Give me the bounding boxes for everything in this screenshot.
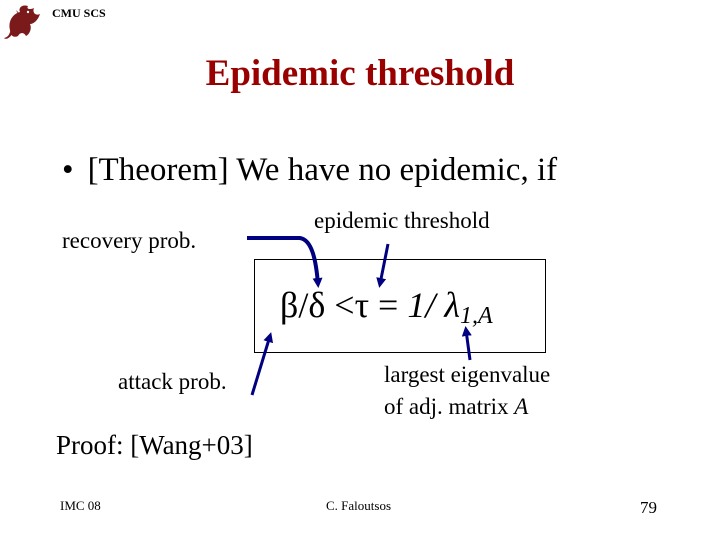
eigenvalue-label-line2 (384, 394, 528, 420)
formula-subscript: 1,A (459, 303, 493, 329)
proof-reference: Proof: [Wang+03] (56, 430, 253, 460)
page-number: 79 (640, 498, 657, 517)
eigenvalue-label-line1: largest eigenvalue (384, 362, 551, 387)
header-org-label: CMU SCS (52, 6, 106, 20)
epidemic-threshold-label: epidemic threshold (314, 208, 490, 233)
attack-prob-label: attack prob. (118, 369, 227, 394)
eigenvalue-label-var: A (514, 394, 529, 419)
bullet-item (62, 152, 557, 189)
recovery-prob-label: recovery prob. (62, 228, 197, 253)
threshold-formula (280, 284, 493, 330)
slide-title: Epidemic threshold (205, 53, 515, 94)
formula-rhs: 1/ λ (407, 285, 460, 325)
footer-author: C. Faloutsos (326, 498, 392, 513)
footer-venue: IMC 08 (60, 498, 101, 513)
formula-lhs: β/δ <τ = (280, 285, 408, 325)
eigenvalue-label-prefix: of adj. matrix (384, 394, 515, 419)
bullet-text: [Theorem] We have no epidemic, if (87, 152, 558, 188)
griffin-logo-icon (2, 0, 46, 44)
bullet-dot-icon: • (62, 152, 74, 188)
